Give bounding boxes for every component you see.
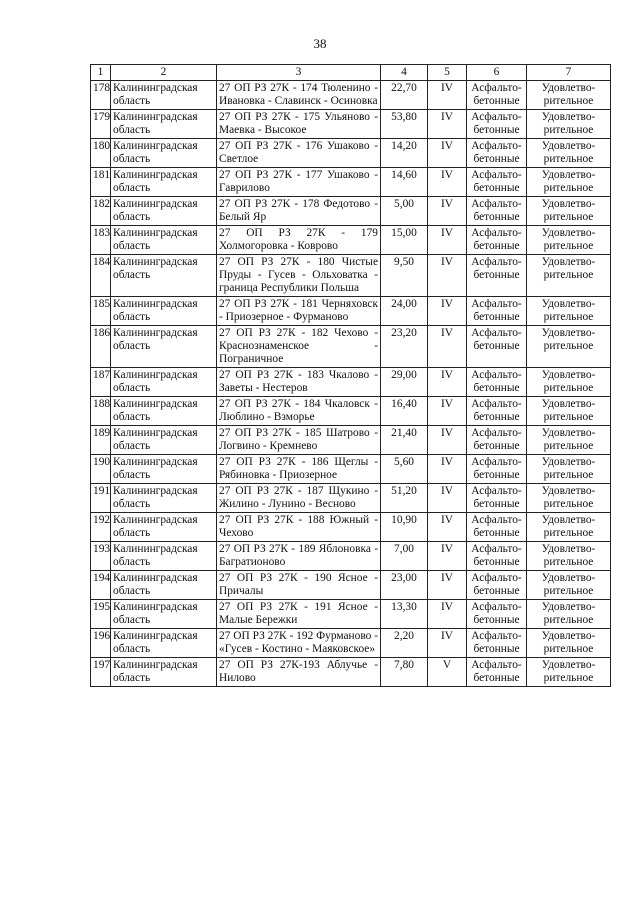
category-cell: IV	[428, 571, 467, 600]
road-name-cell: 27 ОП РЗ 27К - 176 Ушаково - Светлое	[217, 139, 381, 168]
column-header: 5	[428, 65, 467, 81]
surface-cell: Асфальто-бетонные	[467, 297, 527, 326]
table-header-row	[91, 65, 611, 81]
region-cell: Калининградская область	[111, 139, 217, 168]
row-number-cell: 196	[91, 629, 111, 658]
row-number-cell: 184	[91, 255, 111, 297]
length-cell: 13,30	[381, 600, 428, 629]
length-cell: 21,40	[381, 426, 428, 455]
column-header: 6	[467, 65, 527, 81]
road-name-cell: 27 ОП РЗ 27К - 192 Фурманово - «Гусев - Костино - Маяковское»	[217, 629, 381, 658]
length-cell: 51,20	[381, 484, 428, 513]
condition-cell: Удовлетво-рительное	[527, 81, 611, 110]
region-cell: Калининградская область	[111, 110, 217, 139]
category-cell: IV	[428, 426, 467, 455]
table-row	[91, 197, 611, 226]
surface-cell: Асфальто-бетонные	[467, 110, 527, 139]
region-cell: Калининградская область	[111, 326, 217, 368]
row-number-cell: 195	[91, 600, 111, 629]
category-cell: IV	[428, 455, 467, 484]
condition-cell: Удовлетво-рительное	[527, 513, 611, 542]
surface-cell: Асфальто-бетонные	[467, 455, 527, 484]
row-number-cell: 179	[91, 110, 111, 139]
length-cell: 23,20	[381, 326, 428, 368]
category-cell: IV	[428, 542, 467, 571]
road-name-cell: 27 ОП РЗ 27К - 179 Холмогоровка - Коврово	[217, 226, 381, 255]
length-cell: 14,20	[381, 139, 428, 168]
table-row	[91, 600, 611, 629]
category-cell: IV	[428, 110, 467, 139]
condition-cell: Удовлетво-рительное	[527, 110, 611, 139]
condition-cell: Удовлетво-рительное	[527, 226, 611, 255]
table-row	[91, 426, 611, 455]
column-header: 1	[91, 65, 111, 81]
table-row	[91, 368, 611, 397]
length-cell: 7,80	[381, 658, 428, 687]
length-cell: 7,00	[381, 542, 428, 571]
table-row	[91, 255, 611, 297]
region-cell: Калининградская область	[111, 542, 217, 571]
surface-cell: Асфальто-бетонные	[467, 368, 527, 397]
table-row	[91, 629, 611, 658]
condition-cell: Удовлетво-рительное	[527, 168, 611, 197]
length-cell: 2,20	[381, 629, 428, 658]
row-number-cell: 180	[91, 139, 111, 168]
region-cell: Калининградская область	[111, 368, 217, 397]
column-header: 4	[381, 65, 428, 81]
table-row	[91, 513, 611, 542]
table-row	[91, 110, 611, 139]
length-cell: 10,90	[381, 513, 428, 542]
category-cell: IV	[428, 226, 467, 255]
surface-cell: Асфальто-бетонные	[467, 255, 527, 297]
table-row	[91, 658, 611, 687]
road-name-cell: 27 ОП РЗ 27К - 181 Черняховск - Приозерное - Фурманово	[217, 297, 381, 326]
row-number-cell: 188	[91, 397, 111, 426]
road-name-cell: 27 ОП РЗ 27К - 180 Чистые Пруды - Гусев - Ольховатка - граница Республики Польша	[217, 255, 381, 297]
table-row	[91, 397, 611, 426]
condition-cell: Удовлетво-рительное	[527, 368, 611, 397]
row-number-cell: 191	[91, 484, 111, 513]
surface-cell: Асфальто-бетонные	[467, 426, 527, 455]
category-cell: V	[428, 658, 467, 687]
region-cell: Калининградская область	[111, 168, 217, 197]
surface-cell: Асфальто-бетонные	[467, 513, 527, 542]
condition-cell: Удовлетво-рительное	[527, 542, 611, 571]
length-cell: 5,00	[381, 197, 428, 226]
road-name-cell: 27 ОП РЗ 27К - 188 Южный - Чехово	[217, 513, 381, 542]
length-cell: 53,80	[381, 110, 428, 139]
row-number-cell: 190	[91, 455, 111, 484]
surface-cell: Асфальто-бетонные	[467, 81, 527, 110]
length-cell: 23,00	[381, 571, 428, 600]
road-name-cell: 27 ОП РЗ 27К - 178 Федотово - Белый Яр	[217, 197, 381, 226]
table-row	[91, 484, 611, 513]
condition-cell: Удовлетво-рительное	[527, 297, 611, 326]
row-number-cell: 178	[91, 81, 111, 110]
surface-cell: Асфальто-бетонные	[467, 197, 527, 226]
length-cell: 5,60	[381, 455, 428, 484]
condition-cell: Удовлетво-рительное	[527, 139, 611, 168]
table-row	[91, 81, 611, 110]
category-cell: IV	[428, 484, 467, 513]
surface-cell: Асфальто-бетонные	[467, 484, 527, 513]
road-name-cell: 27 ОП РЗ 27К - 185 Шатрово - Логвино - Кремнево	[217, 426, 381, 455]
condition-cell: Удовлетво-рительное	[527, 629, 611, 658]
road-name-cell: 27 ОП РЗ 27К - 191 Ясное - Малые Бережки	[217, 600, 381, 629]
table-row	[91, 571, 611, 600]
category-cell: IV	[428, 629, 467, 658]
length-cell: 15,00	[381, 226, 428, 255]
region-cell: Калининградская область	[111, 600, 217, 629]
table-row	[91, 168, 611, 197]
condition-cell: Удовлетво-рительное	[527, 658, 611, 687]
category-cell: IV	[428, 513, 467, 542]
region-cell: Калининградская область	[111, 297, 217, 326]
condition-cell: Удовлетво-рительное	[527, 397, 611, 426]
road-name-cell: 27 ОП РЗ 27К - 184 Чкаловск - Люблино - Взморье	[217, 397, 381, 426]
row-number-cell: 181	[91, 168, 111, 197]
road-name-cell: 27 ОП РЗ 27К - 189 Яблоновка - Багратионово	[217, 542, 381, 571]
length-cell: 9,50	[381, 255, 428, 297]
category-cell: IV	[428, 197, 467, 226]
surface-cell: Асфальто-бетонные	[467, 600, 527, 629]
road-name-cell: 27 ОП РЗ 27К - 187 Щукино - Жилино - Лунино - Весново	[217, 484, 381, 513]
column-header: 2	[111, 65, 217, 81]
surface-cell: Асфальто-бетонные	[467, 326, 527, 368]
road-name-cell: 27 ОП РЗ 27К - 177 Ушаково - Гаврилово	[217, 168, 381, 197]
region-cell: Калининградская область	[111, 455, 217, 484]
category-cell: IV	[428, 81, 467, 110]
condition-cell: Удовлетво-рительное	[527, 484, 611, 513]
surface-cell: Асфальто-бетонные	[467, 397, 527, 426]
table-row	[91, 455, 611, 484]
region-cell: Калининградская область	[111, 513, 217, 542]
road-name-cell: 27 ОП РЗ 27К - 175 Ульяново - Маевка - Высокое	[217, 110, 381, 139]
row-number-cell: 187	[91, 368, 111, 397]
row-number-cell: 193	[91, 542, 111, 571]
table-row	[91, 326, 611, 368]
road-name-cell: 27 ОП РЗ 27К - 186 Щеглы - Рябиновка - Приозерное	[217, 455, 381, 484]
category-cell: IV	[428, 368, 467, 397]
table-row	[91, 297, 611, 326]
row-number-cell: 185	[91, 297, 111, 326]
road-name-cell: 27 ОП РЗ 27К - 190 Ясное - Причалы	[217, 571, 381, 600]
region-cell: Калининградская область	[111, 629, 217, 658]
table-row	[91, 139, 611, 168]
page-number: 38	[313, 36, 327, 51]
category-cell: IV	[428, 139, 467, 168]
road-name-cell: 27 ОП РЗ 27К-193 Аблучье - Нилово	[217, 658, 381, 687]
surface-cell: Асфальто-бетонные	[467, 629, 527, 658]
length-cell: 29,00	[381, 368, 428, 397]
row-number-cell: 197	[91, 658, 111, 687]
category-cell: IV	[428, 397, 467, 426]
region-cell: Калининградская область	[111, 255, 217, 297]
row-number-cell: 189	[91, 426, 111, 455]
region-cell: Калининградская область	[111, 81, 217, 110]
surface-cell: Асфальто-бетонные	[467, 542, 527, 571]
condition-cell: Удовлетво-рительное	[527, 571, 611, 600]
region-cell: Калининградская область	[111, 484, 217, 513]
table-row	[91, 542, 611, 571]
condition-cell: Удовлетво-рительное	[527, 600, 611, 629]
category-cell: IV	[428, 326, 467, 368]
region-cell: Калининградская область	[111, 426, 217, 455]
region-cell: Калининградская область	[111, 571, 217, 600]
region-cell: Калининградская область	[111, 658, 217, 687]
category-cell: IV	[428, 600, 467, 629]
row-number-cell: 186	[91, 326, 111, 368]
surface-cell: Асфальто-бетонные	[467, 658, 527, 687]
length-cell: 14,60	[381, 168, 428, 197]
row-number-cell: 192	[91, 513, 111, 542]
length-cell: 22,70	[381, 81, 428, 110]
region-cell: Калининградская область	[111, 197, 217, 226]
condition-cell: Удовлетво-рительное	[527, 455, 611, 484]
row-number-cell: 194	[91, 571, 111, 600]
category-cell: IV	[428, 297, 467, 326]
column-header: 7	[527, 65, 611, 81]
surface-cell: Асфальто-бетонные	[467, 226, 527, 255]
row-number-cell: 182	[91, 197, 111, 226]
category-cell: IV	[428, 168, 467, 197]
row-number-cell: 183	[91, 226, 111, 255]
surface-cell: Асфальто-бетонные	[467, 168, 527, 197]
condition-cell: Удовлетво-рительное	[527, 426, 611, 455]
road-name-cell: 27 ОП РЗ 27К - 174 Тюленино - Ивановка - Славинск - Осиновка	[217, 81, 381, 110]
region-cell: Калининградская область	[111, 397, 217, 426]
condition-cell: Удовлетво-рительное	[527, 255, 611, 297]
length-cell: 16,40	[381, 397, 428, 426]
road-name-cell: 27 ОП РЗ 27К - 183 Чкалово - Заветы - Нестеров	[217, 368, 381, 397]
category-cell: IV	[428, 255, 467, 297]
table-body	[91, 81, 611, 687]
table-row	[91, 226, 611, 255]
condition-cell: Удовлетво-рительное	[527, 326, 611, 368]
roads-table	[90, 64, 611, 687]
length-cell: 24,00	[381, 297, 428, 326]
condition-cell: Удовлетво-рительное	[527, 197, 611, 226]
surface-cell: Асфальто-бетонные	[467, 571, 527, 600]
region-cell: Калининградская область	[111, 226, 217, 255]
surface-cell: Асфальто-бетонные	[467, 139, 527, 168]
road-name-cell: 27 ОП РЗ 27К - 182 Чехово - Краснознаменское - Пограничное	[217, 326, 381, 368]
column-header: 3	[217, 65, 381, 81]
